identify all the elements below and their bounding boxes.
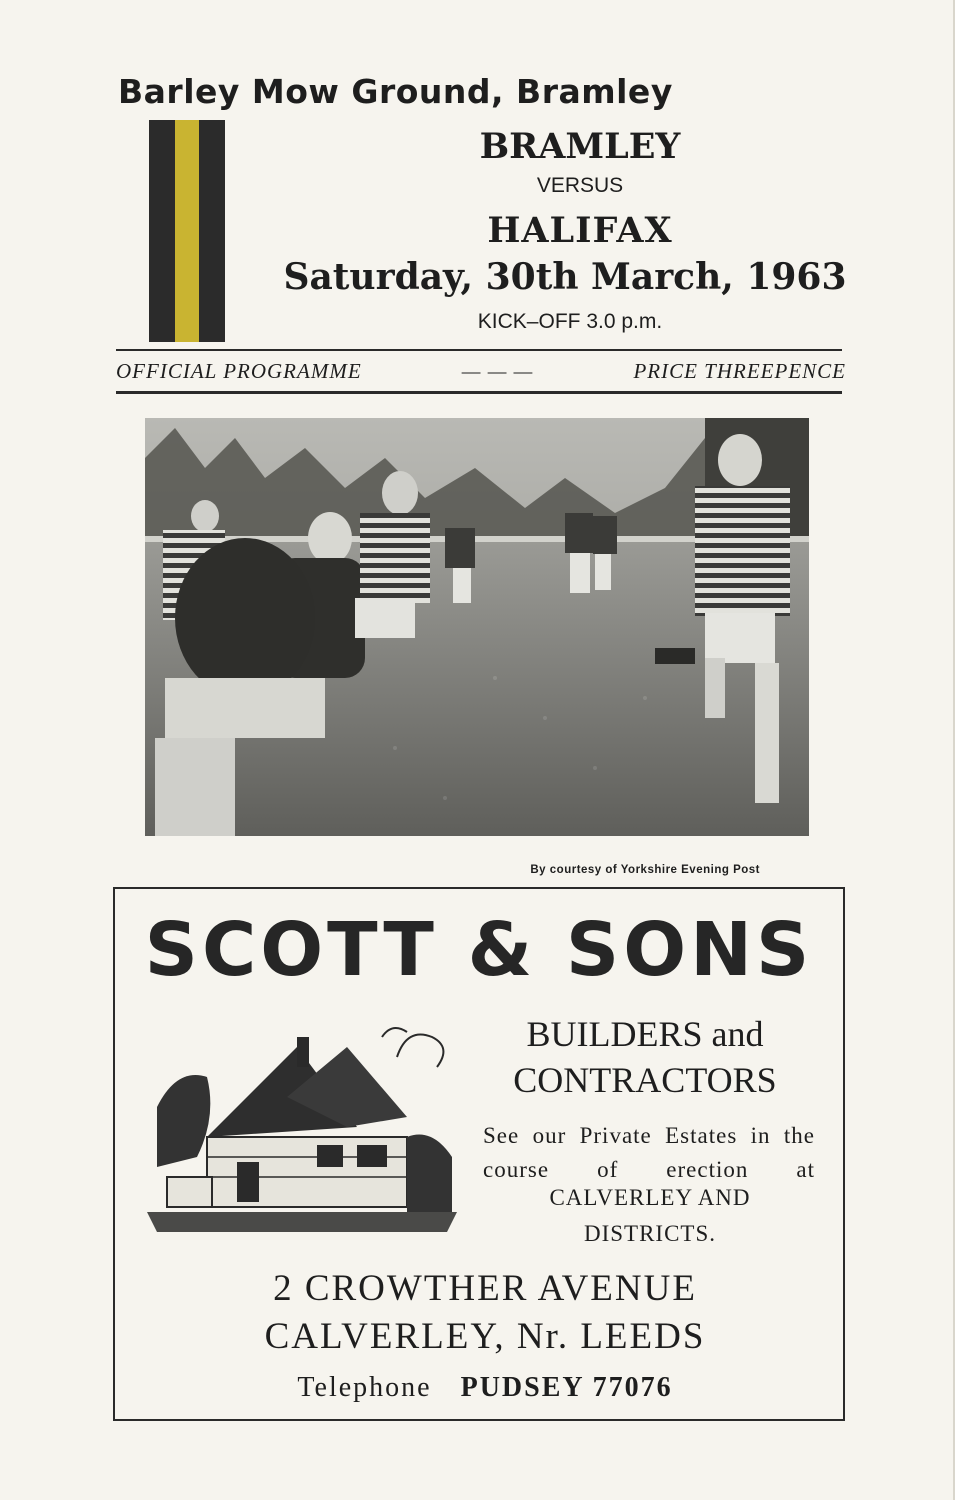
telephone-number: PUDSEY 77076 <box>460 1372 673 1403</box>
venue-title: Barley Mow Ground, Bramley <box>118 72 673 111</box>
match-date: Saturday, 30th March, 1963 <box>283 256 847 298</box>
telephone-label: Telephone <box>297 1372 432 1403</box>
house-drawing <box>147 1017 457 1235</box>
scott-and-sons-advert <box>113 887 845 1421</box>
away-team: HALIFAX <box>487 210 673 251</box>
home-team: BRAMLEY <box>479 126 681 167</box>
advert-address-1: 2 CROWTHER AVENUE <box>273 1268 697 1309</box>
match-photo <box>145 418 809 836</box>
rule-top <box>116 349 842 351</box>
versus-label: VERSUS <box>536 174 624 197</box>
kickoff-time: KICK–OFF 3.0 p.m. <box>477 310 663 333</box>
club-colours-stripes <box>149 120 225 342</box>
photo-caption: By courtesy of Yorkshire Evening Post <box>530 864 760 876</box>
stripe-black-right <box>199 120 225 342</box>
advert-places-1: CALVERLEY AND <box>549 1185 751 1210</box>
stripe-amber <box>175 120 199 342</box>
advert-builders: BUILDERS and <box>526 1014 764 1054</box>
house-illustration <box>147 1017 457 1235</box>
advert-telephone <box>145 1372 825 1404</box>
programme-line <box>116 356 846 386</box>
stripe-black-left <box>149 120 175 342</box>
price-label: PRICE THREEPENCE <box>633 358 846 383</box>
advert-address-2: CALVERLEY, Nr. LEEDS <box>264 1316 706 1357</box>
official-programme-label: OFFICIAL PROGRAMME <box>116 358 362 383</box>
rugby-action-photo <box>145 418 809 836</box>
advert-contractors: CONTRACTORS <box>513 1060 777 1100</box>
advert-company-name: SCOTT & SONS <box>144 907 814 993</box>
dashes: — — — <box>461 358 534 383</box>
rule-bottom <box>116 391 842 394</box>
advert-places-2: DISTRICTS. <box>583 1221 717 1246</box>
advert-estates-text: See our Private Estates in the course of erection at <box>483 1123 815 1182</box>
